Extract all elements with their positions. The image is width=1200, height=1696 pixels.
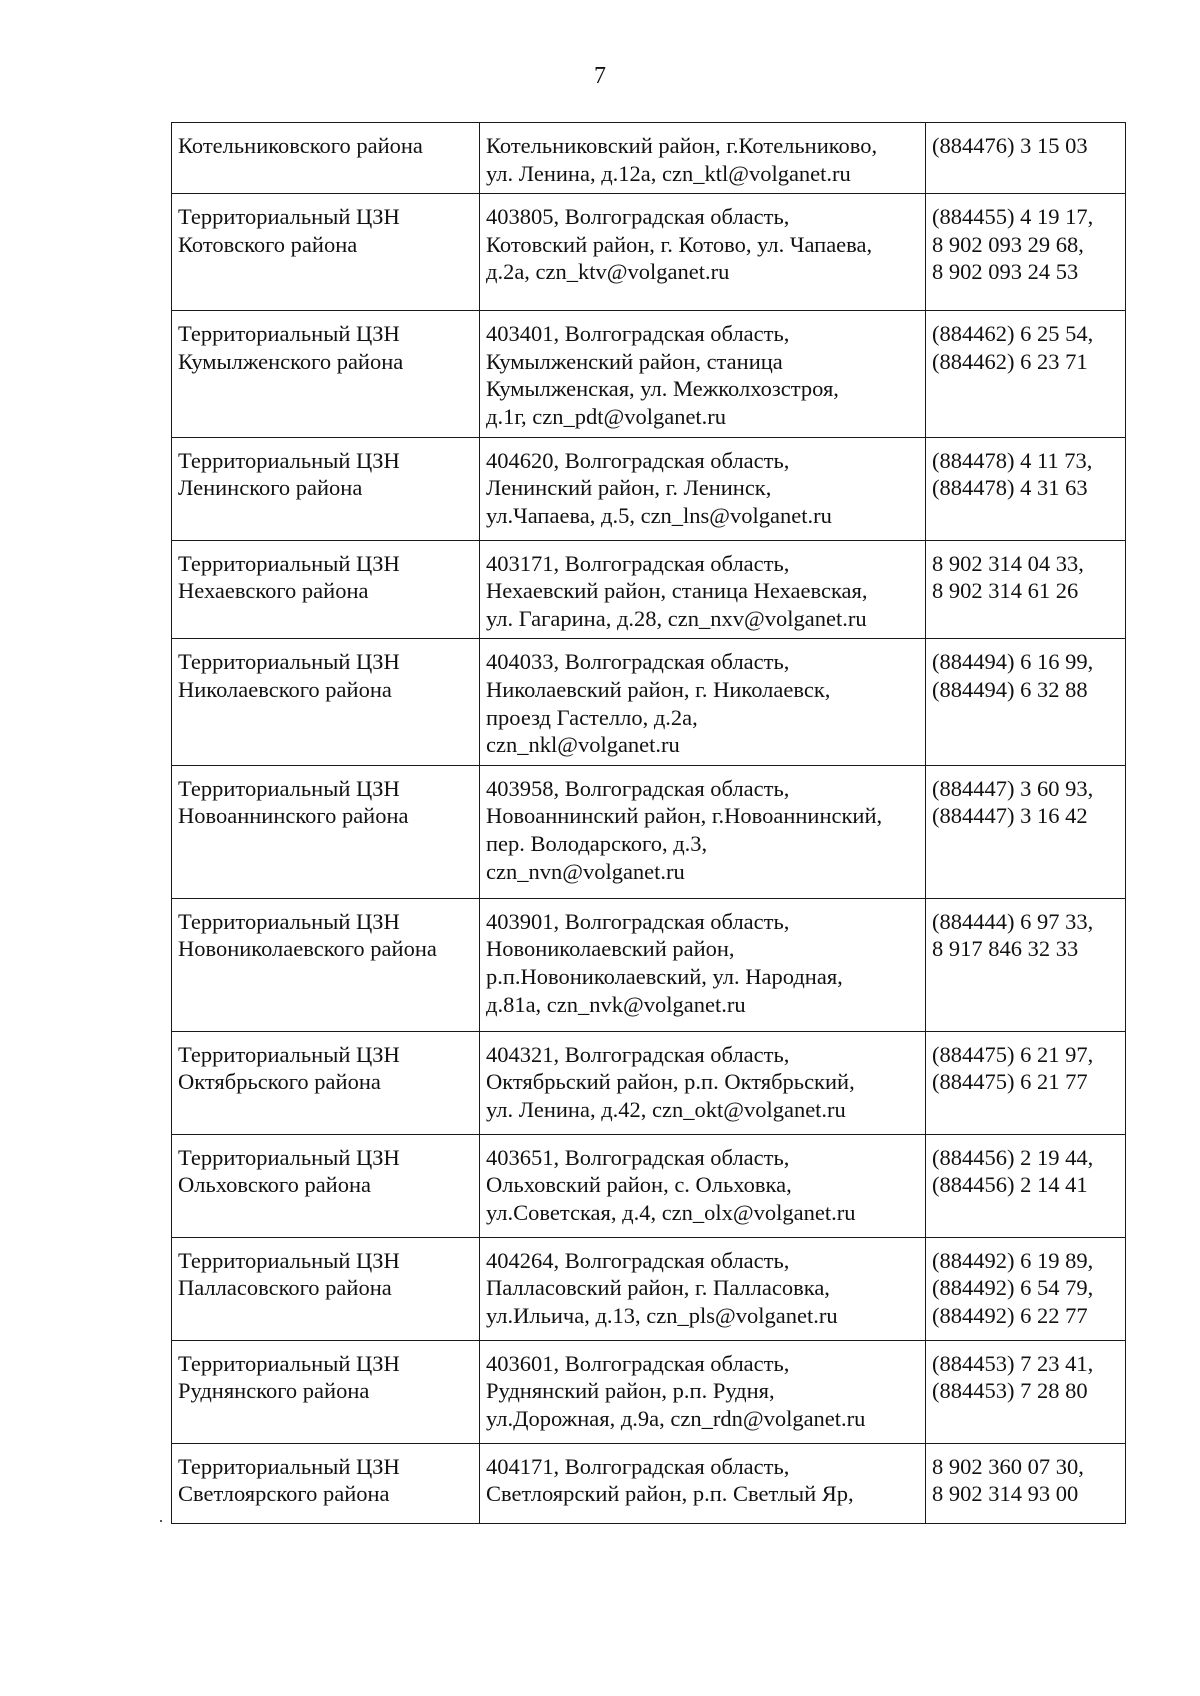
center-name-line: Светлоярского района [178,1481,390,1507]
phone-line: (884494) 6 16 99, [932,649,1094,675]
phone-line: (884456) 2 19 44, [932,1144,1094,1170]
address-line: 403171, Волгоградская область, [486,550,790,576]
center-name-line: Территориальный ЦЗН [178,908,400,934]
address-cell [480,437,926,540]
center-name-cell [172,194,480,311]
address-cell [480,194,926,311]
scan-speck [160,1520,162,1522]
phone-cell [926,437,1126,540]
address-cell [480,540,926,639]
phone-line: 8 902 314 04 33, [932,550,1084,576]
center-name-line: Территориальный ЦЗН [178,775,400,801]
phone-line: (884455) 4 19 17, [932,204,1094,230]
center-name-line: Территориальный ЦЗН [178,550,400,576]
center-name-cell [172,1237,480,1340]
address-line: ул.Ильича, д.13, czn_pls@volganet.ru [486,1302,838,1328]
center-name-cell [172,765,480,898]
address-line: Котовский район, г. Котово, ул. Чапаева, [486,231,873,257]
address-cell [480,1031,926,1134]
address-cell [480,1237,926,1340]
phone-line: (884447) 3 60 93, [932,775,1094,801]
address-line: Руднянский район, р.п. Рудня, [486,1378,775,1404]
phone-line: (884462) 6 23 71 [932,348,1088,374]
center-name-line: Территориальный ЦЗН [178,1453,400,1479]
address-line: 403805, Волгоградская область, [486,204,790,230]
phone-cell [926,1443,1126,1523]
address-line: 404264, Волгоградская область, [486,1247,790,1273]
address-line: проезд Гастелло, д.2а, [486,704,698,730]
center-name-line: Территориальный ЦЗН [178,1247,400,1273]
center-name-cell [172,1031,480,1134]
phone-line: (884475) 6 21 77 [932,1069,1088,1095]
center-name-cell [172,311,480,437]
phone-line: (884476) 3 15 03 [932,133,1088,158]
table-row [172,437,1126,540]
phone-line: (884492) 6 19 89, [932,1247,1094,1273]
phone-cell [926,1340,1126,1443]
phone-cell [926,765,1126,898]
address-line: Нехаевский район, станица Нехаевская, [486,578,868,604]
phone-line: (884478) 4 11 73, [932,447,1093,473]
center-name-line: Территориальный ЦЗН [178,447,400,473]
phone-line: 8 902 093 24 53 [932,259,1079,285]
center-name-cell [172,1134,480,1237]
address-cell [480,639,926,765]
center-name-line: Октябрьского района [178,1069,381,1095]
phone-cell [926,1237,1126,1340]
address-line: Палласовский район, г. Палласовка, [486,1275,830,1301]
address-line: ул. Ленина, д.42, czn_okt@volganet.ru [486,1096,846,1122]
address-line: р.п.Новониколаевский, ул. Народная, [486,963,843,989]
center-name-line: Нехаевского района [178,578,369,604]
address-line: 403651, Волгоградская область, [486,1144,790,1170]
center-name-cell [172,1340,480,1443]
center-name-line: Николаевского района [178,676,392,702]
address-line: 404033, Волгоградская область, [486,649,790,675]
address-line: ул.Дорожная, д.9а, czn_rdn@volganet.ru [486,1405,866,1431]
address-line: Николаевский район, г. Николаевск, [486,676,831,702]
page-number: 7 [594,63,606,89]
center-name-cell [172,437,480,540]
center-name-line: Территориальный ЦЗН [178,321,400,347]
address-line: 404321, Волгоградская область, [486,1041,790,1067]
center-name-line: Территориальный ЦЗН [178,1041,400,1067]
phone-line: (884444) 6 97 33, [932,908,1094,934]
address-line: 403401, Волгоградская область, [486,321,790,347]
address-cell [480,765,926,898]
phone-line: (884462) 6 25 54, [932,321,1094,347]
employment-centers-table [171,122,1126,1524]
phone-line: (884456) 2 14 41 [932,1172,1088,1198]
address-line: 403901, Волгоградская область, [486,908,790,934]
phone-line: (884475) 6 21 97, [932,1041,1094,1067]
phone-cell [926,1031,1126,1134]
address-line: 404620, Волгоградская область, [486,447,790,473]
phone-line: (884492) 6 54 79, [932,1275,1094,1301]
address-line: Котельниковский район, г.Котельниково, [486,133,878,158]
center-name-line: Руднянского района [178,1378,370,1404]
address-line: 404171, Волгоградская область, [486,1453,790,1479]
table-row [172,1134,1126,1237]
phone-cell [926,639,1126,765]
table-row [172,194,1126,311]
phone-line: 8 902 314 93 00 [932,1481,1079,1507]
center-name-cell [172,1443,480,1523]
center-name-line: Котельниковского района [178,133,423,158]
phone-line: (884453) 7 23 41, [932,1350,1094,1376]
center-name-line: Палласовского района [178,1275,392,1301]
phone-line: 8 902 314 61 26 [932,578,1079,604]
center-name-line: Новоаннинского района [178,803,409,829]
phone-line: (884494) 6 32 88 [932,676,1088,702]
address-line: д.1г, czn_pdt@volganet.ru [486,403,727,429]
phone-cell [926,540,1126,639]
center-name-cell [172,898,480,1031]
phone-line: 8 902 360 07 30, [932,1453,1084,1479]
center-name-line: Территориальный ЦЗН [178,1144,400,1170]
table-row [172,898,1126,1031]
table-row [172,311,1126,437]
address-line: Кумылженская, ул. Межколхозстроя, [486,376,839,402]
address-line: 403958, Волгоградская область, [486,775,790,801]
table-row [172,540,1126,639]
address-line: Ольховский район, с. Ольховка, [486,1172,792,1198]
address-line: д.81а, czn_nvk@volganet.ru [486,991,746,1017]
center-name-cell [172,639,480,765]
phone-cell [926,311,1126,437]
address-line: Новониколаевский район, [486,936,735,962]
center-name-line: Территориальный ЦЗН [178,649,400,675]
address-cell [480,123,926,194]
center-name-cell [172,123,480,194]
address-line: 403601, Волгоградская область, [486,1350,790,1376]
center-name-line: Территориальный ЦЗН [178,1350,400,1376]
table-row [172,1443,1126,1523]
phone-cell [926,123,1126,194]
center-name-line: Ольховского района [178,1172,371,1198]
table-row [172,1340,1126,1443]
phone-line: 8 917 846 32 33 [932,936,1079,962]
table-row [172,1237,1126,1340]
center-name-line: Территориальный ЦЗН [178,204,400,230]
address-line: Новоаннинский район, г.Новоаннинский, [486,803,883,829]
address-line: czn_nkl@volganet.ru [486,732,680,758]
address-line: ул. Гагарина, д.28, czn_nxv@volganet.ru [486,605,867,631]
phone-cell [926,1134,1126,1237]
phone-cell [926,194,1126,311]
table-row [172,123,1126,194]
phone-line: (884453) 7 28 80 [932,1378,1088,1404]
table-row [172,639,1126,765]
address-line: Кумылженский район, станица [486,348,783,374]
center-name-cell [172,540,480,639]
center-name-line: Кумылженского района [178,348,404,374]
address-cell [480,311,926,437]
address-line: Октябрьский район, р.п. Октябрьский, [486,1069,855,1095]
address-line: ул.Чапаева, д.5, czn_lns@volganet.ru [486,502,832,528]
address-line: ул. Ленина, д.12а, czn_ktl@volganet.ru [486,160,851,186]
address-line: Светлоярский район, р.п. Светлый Яр, [486,1481,854,1507]
address-line: пер. Володарского, д.3, [486,830,708,856]
center-name-line: Котовского района [178,231,358,257]
table-row [172,1031,1126,1134]
address-cell [480,898,926,1031]
phone-line: (884492) 6 22 77 [932,1302,1088,1328]
phone-line: (884447) 3 16 42 [932,803,1088,829]
address-line: czn_nvn@volganet.ru [486,858,685,884]
table-row [172,765,1126,898]
address-line: д.2а, czn_ktv@volganet.ru [486,259,730,285]
phone-line: 8 902 093 29 68, [932,231,1084,257]
address-cell [480,1134,926,1237]
table-body [172,123,1126,1524]
address-line: Ленинский район, г. Ленинск, [486,475,772,501]
address-cell [480,1340,926,1443]
phone-line: (884478) 4 31 63 [932,475,1088,501]
address-line: ул.Советская, д.4, czn_olx@volganet.ru [486,1199,856,1225]
phone-cell [926,898,1126,1031]
center-name-line: Новониколаевского района [178,936,437,962]
address-cell [480,1443,926,1523]
center-name-line: Ленинского района [178,475,363,501]
